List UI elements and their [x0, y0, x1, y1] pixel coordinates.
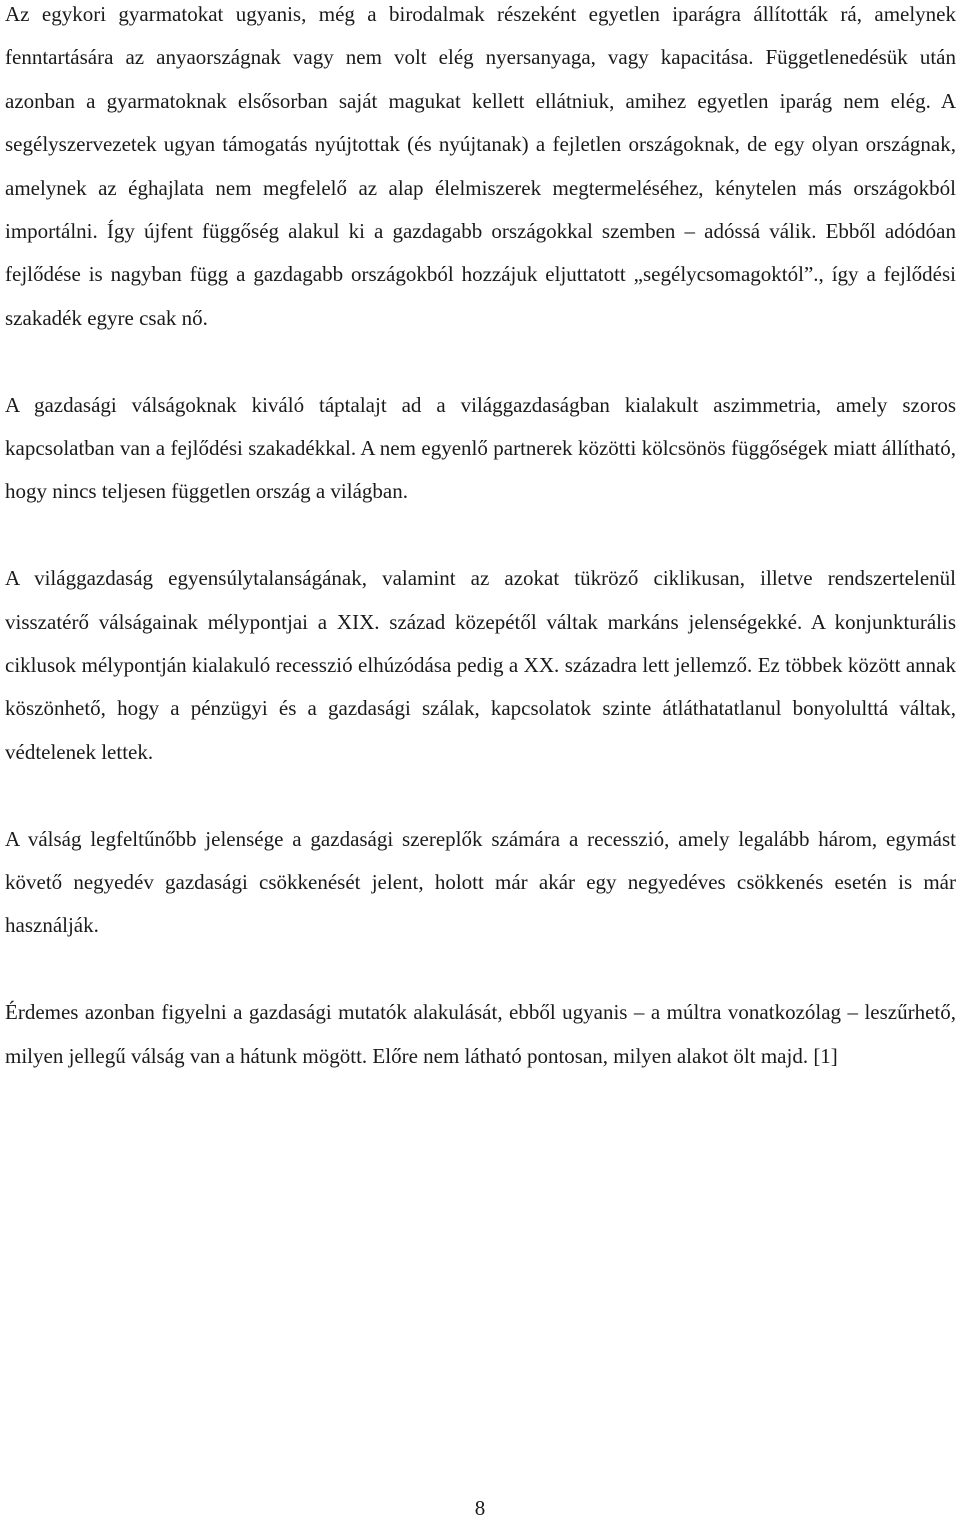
body-text: [5, 0, 956, 1078]
paragraph-gap: [5, 774, 956, 817]
paragraph-colonies-dependency: Az egykori gyarmatokat ugyanis, még a birodalmak részeként egyetlen iparágra állították rá, amelynek fenntartására az anyaországnak vagy nem volt elég nyersanyaga, vagy kapacitása. Függetlenedésük után azonban a gyarmatoknak elsősorban saját magukat kellett ellátniuk, amihez egyetlen iparág nem elég. A segélyszervezetek ugyan támogatás nyújtottak (és nyújtanak) a fejletlen országoknak, de egy olyan országnak, amelynek az éghajlata nem megfelelő az alap élelmiszerek megtermeléséhez, kénytelen más országokból importálni. Így újfent függőség alakul ki a gazdagabb országokkal szemben – adóssá válik. Ebből adódóan fejlődése is nagyban függ a gazdagabb országokból hozzájuk eljuttatott „segélycsomagoktól”., így a fejlődési szakadék egyre csak nő.: [5, 2, 956, 330]
paragraph-economic-indicators: Érdemes azonban figyelni a gazdasági mutatók alakulását, ebből ugyanis – a múltra vonatkozólag – leszűrhető, milyen jellegű válság van a hátunk mögött. Előre nem látható pontosan, milyen alakot ölt majd. [1]: [5, 1000, 956, 1068]
paragraph-gap: [5, 514, 956, 557]
paragraph-gap: [5, 948, 956, 991]
paragraph-world-economy-imbalance: A világgazdaság egyensúlytalanságának, valamint az azokat tükröző ciklikusan, illetve rendszertelenül visszatérő válságainak mélypontjai a XIX. század közepétől váltak markáns jelenségekké. A konjunkturális ciklusok mélypontján kialakuló recesszió elhúzódása pedig a XX. századra lett jellemző. Ez többek között annak köszönhető, hogy a pénzügyi és a gazdasági szálak, kapcsolatok szinte átláthatatlanul bonyolulttá váltak, védtelenek lettek.: [5, 566, 956, 764]
paragraph-gap: [5, 340, 956, 383]
paragraph-recession-definition: A válság legfeltűnőbb jelensége a gazdasági szereplők számára a recesszió, amely legalább három, egymást követő negyedév gazdasági csökkenését jelent, holott már akár egy negyedéves csökkenés esetén is már használják.: [5, 826, 956, 938]
paragraph-economic-crises: A gazdasági válságoknak kiváló táptalajt ad a világgazdaságban kialakult aszimmetria, amely szoros kapcsolatban van a fejlődési szakadékkal. A nem egyenlő partnerek közötti kölcsönös függőségek miatt állítható, hogy nincs teljesen független ország a világban.: [5, 392, 956, 504]
page-number: 8: [474, 1496, 486, 1520]
